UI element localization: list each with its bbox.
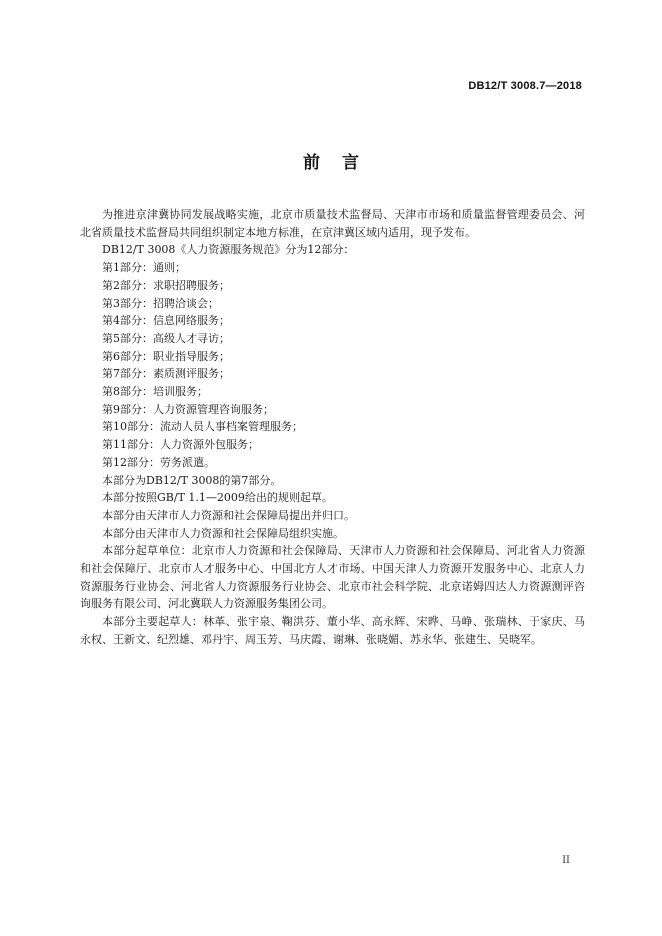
part-item: 第9部分：人力资源管理咨询服务； (102, 402, 274, 416)
page-title: 前言 (303, 153, 381, 173)
intro-paragraph: 为推进京津冀协同发展战略实施，北京市质量技术监督局、天津市市场和质量监督管理委员会、河北省质量技术监督局共同组织制定本地方标准，在京津冀区域内适用，现予发布。 (80, 208, 585, 239)
part-item: 第10部分：流动人员人事档案管理服务； (102, 420, 303, 434)
document-code: DB12/T 3008.7—2018 (468, 80, 582, 92)
page-number: II (562, 855, 570, 866)
part-item: 第5部分：高级人才寻访； (102, 331, 230, 345)
part-item: 第2部分：求职招聘服务； (102, 278, 230, 292)
statement-line: 本部分由天津市人力资源和社会保障局组织实施。 (102, 526, 344, 540)
drafters-paragraph: 本部分主要起草人：林革、张宇泉、鞠洪芬、董小华、高永辉、宋晔、马峥、张瑞林、于家庆、马永权、王新文、纪烈雄、邓丹宇、周玉芳、马庆霞、谢琳、张晓媚、苏永华、张建生、吴晓军。 (80, 615, 585, 646)
statement-line: 本部分按照GB/T 1.1—2009给出的规则起草。 (102, 491, 333, 505)
foreword-body (80, 206, 585, 649)
drafting-units-paragraph: 本部分起草单位：北京市人力资源和社会保障局、天津市人力资源和社会保障局、河北省人力资源和社会保障厅、北京市人才服务中心、中国北方人才市场、中国天津人力资源开发服务中心、北京人力资源服务行业协会、河北省人力资源服务行业协会、北京市社会科学院、北京诺姆四达人力资源测评咨询服务有限公司、河北冀联人力资源服务集团公司。 (80, 544, 585, 611)
part-item: 第6部分：职业指导服务； (102, 349, 230, 363)
statement-line: 本部分由天津市人力资源和社会保障局提出并归口。 (102, 508, 355, 522)
statement-line: 本部分为DB12/T 3008的第7部分。 (102, 473, 282, 487)
parts-intro: DB12/T 3008《人力资源服务规范》分为12部分： (102, 243, 355, 257)
part-item: 第1部分：通则； (102, 261, 186, 275)
part-item: 第12部分：劳务派遣。 (102, 455, 215, 469)
part-item: 第8部分：培训服务； (102, 385, 208, 399)
part-item: 第7部分：素质测评服务； (102, 367, 230, 381)
part-item: 第3部分：招聘洽谈会； (102, 296, 219, 310)
part-item: 第11部分：人力资源外包服务； (102, 438, 259, 452)
part-item: 第4部分：信息网络服务； (102, 314, 230, 328)
